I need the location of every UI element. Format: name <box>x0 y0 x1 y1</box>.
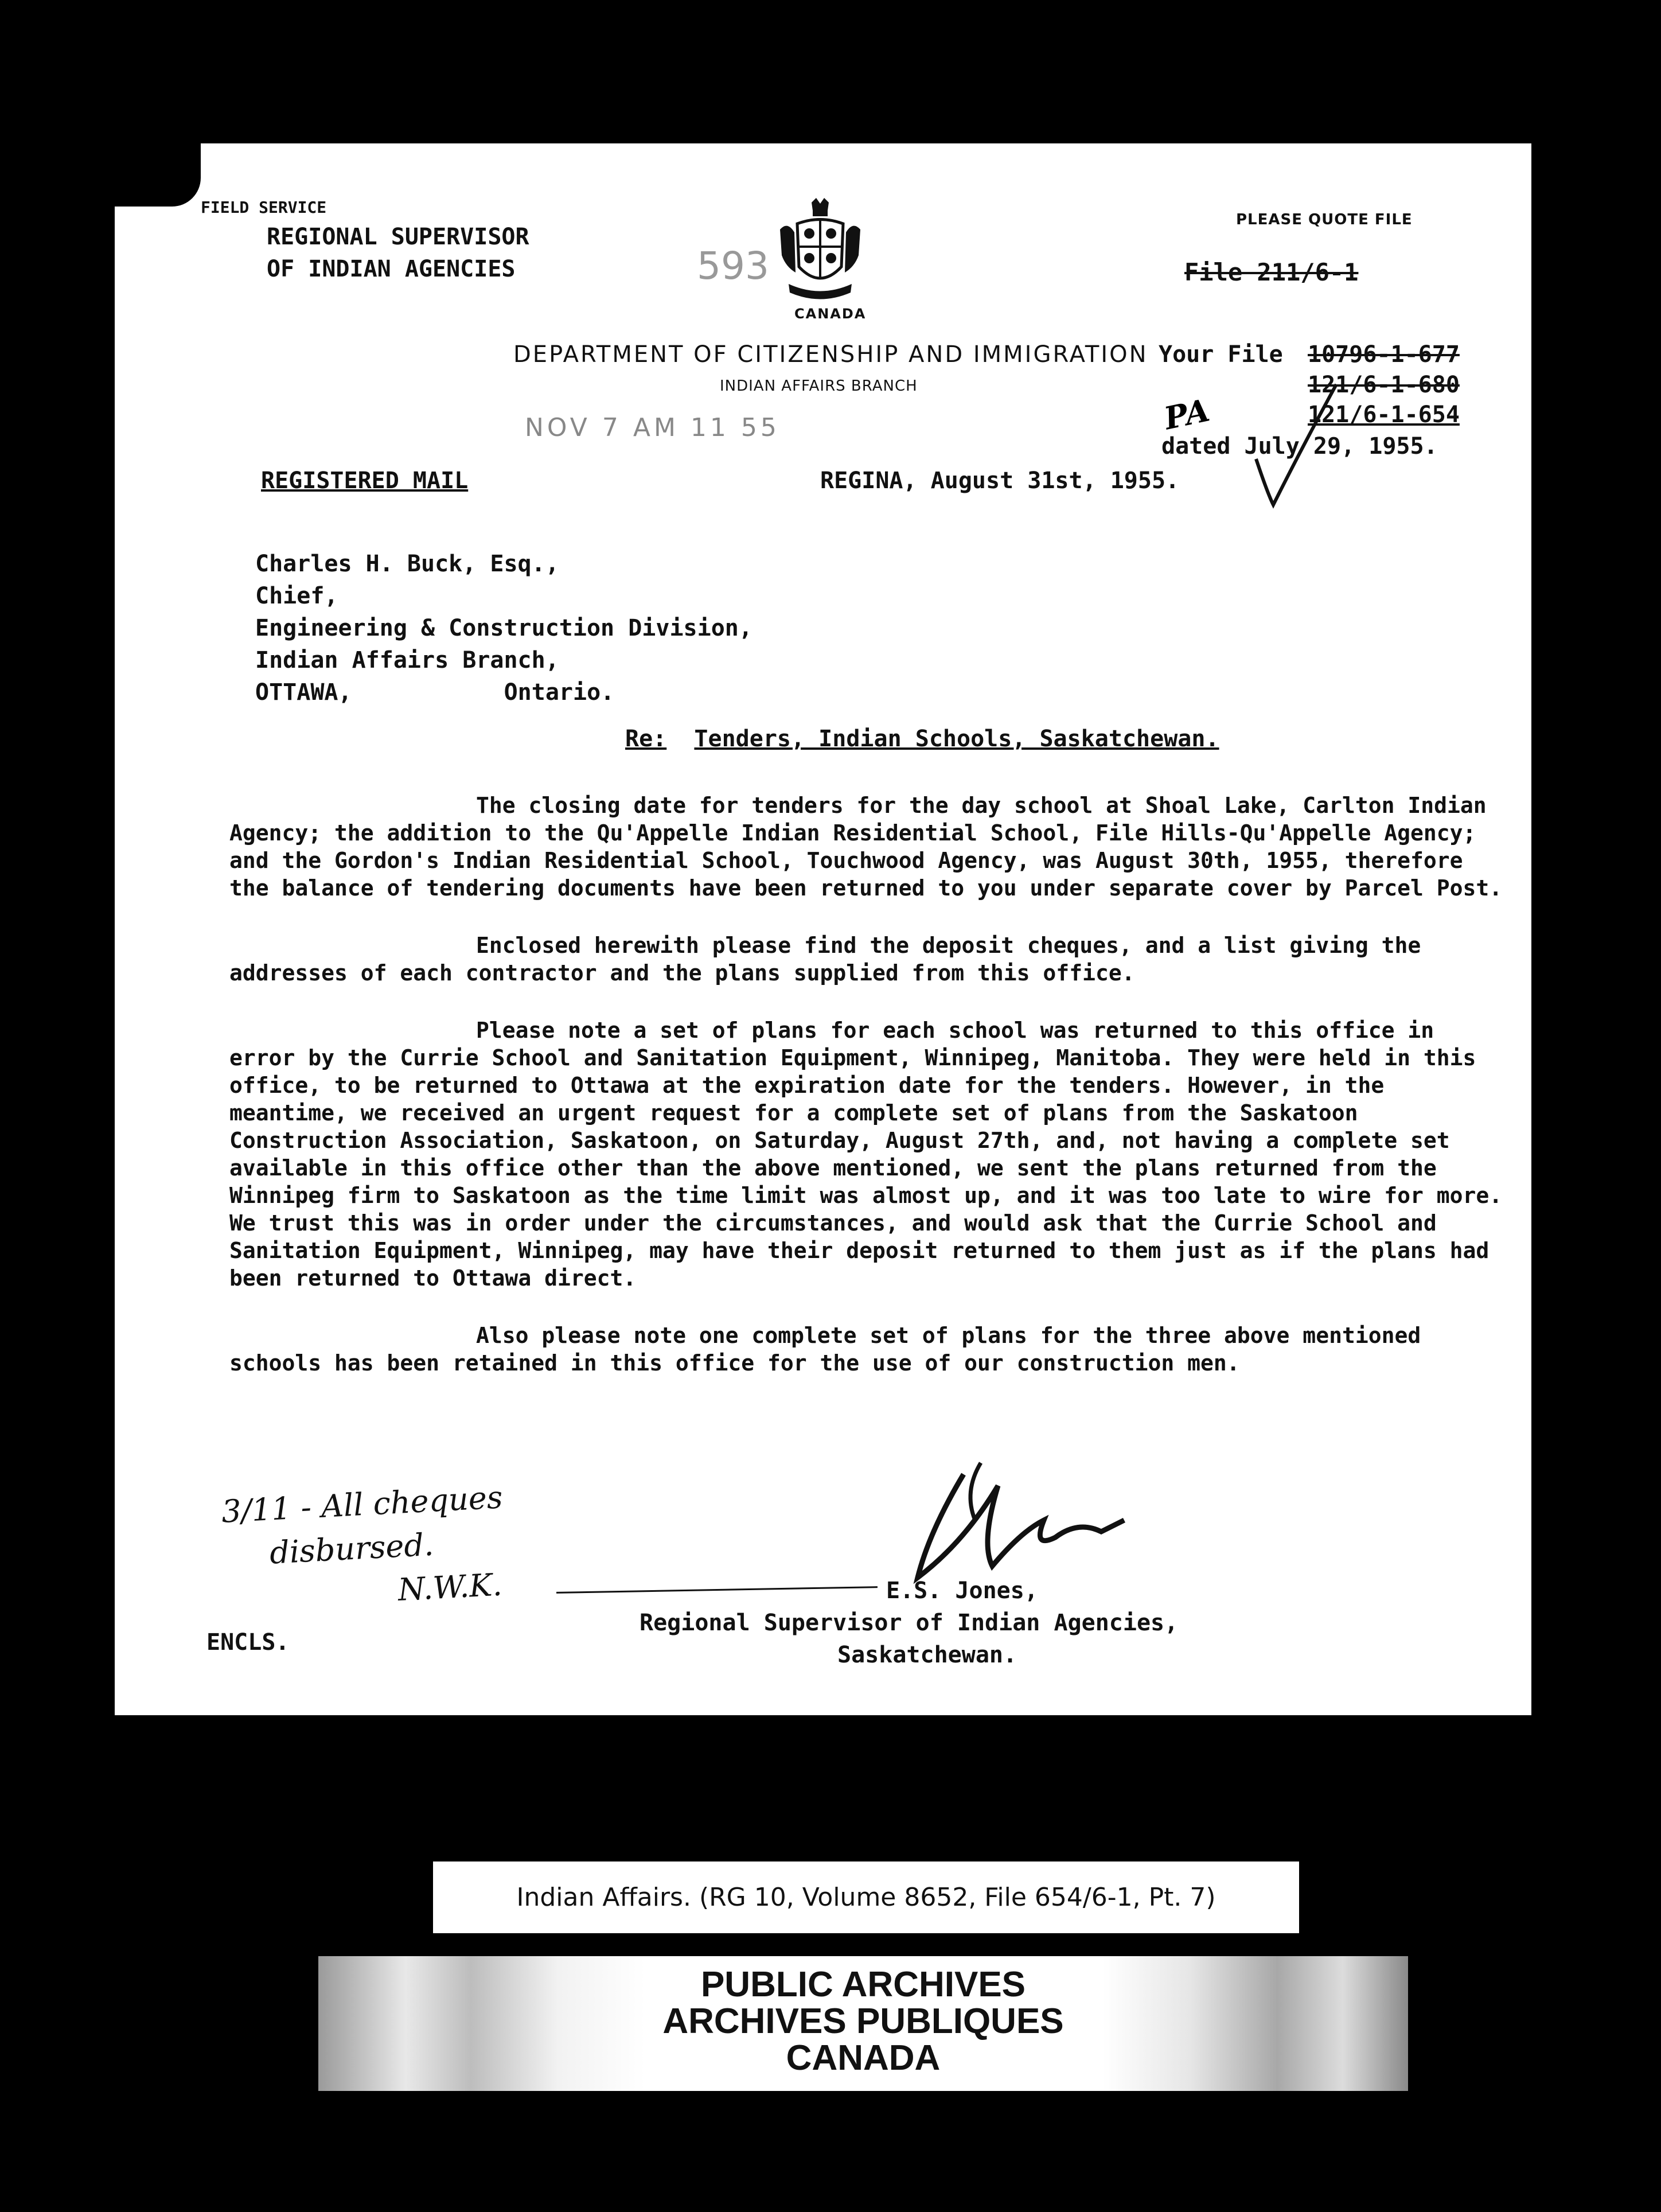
address-line-1: Charles H. Buck, Esq., <box>255 551 559 577</box>
recipient-address <box>255 548 752 708</box>
archive-reference-text: Indian Affairs. (RG 10, Volume 8652, File 654/6-1, Pt. 7) <box>516 1883 1216 1912</box>
file-number: File 211/6-1 <box>1184 258 1359 286</box>
address-line-4: Indian Affairs Branch, <box>255 647 559 673</box>
signatory-province: Saskatchewan. <box>837 1642 1017 1668</box>
body-paragraph-2: Enclosed herewith please find the deposit cheques, and a list giving the addresses of each contractor and the plans supplied from this office. <box>229 933 1421 986</box>
handwritten-note-line-1: 3/11 - All cheques <box>220 1479 504 1530</box>
address-line-3: Engineering & Construction Division, <box>255 615 752 641</box>
your-file-label: Your File <box>1159 341 1283 368</box>
subject-line <box>625 726 1219 752</box>
archive-reference-label <box>433 1861 1299 1933</box>
signatory-name: E.S. Jones, <box>886 1578 1038 1604</box>
department-name: DEPARTMENT OF CITIZENSHIP AND IMMIGRATION <box>513 341 1148 368</box>
enclosures-label: ENCLS. <box>206 1629 290 1656</box>
received-stamp: NOV 7 AM 11 55 <box>525 413 780 442</box>
handwritten-note-line-2: disbursed. <box>268 1526 435 1571</box>
archive-line-3: CANADA <box>786 2038 941 2078</box>
branch-name: INDIAN AFFAIRS BRANCH <box>720 377 918 395</box>
sender-line-1: REGIONAL SUPERVISOR <box>267 224 529 250</box>
sender-office <box>267 221 529 285</box>
corner-tape-mark <box>115 143 201 207</box>
handwritten-pa: PA <box>1161 391 1213 437</box>
body-paragraph-4: Also please note one complete set of plans for the three above mentioned schools has been retained in this office for the use of our construction men. <box>229 1323 1421 1376</box>
address-line-5 <box>255 676 752 708</box>
archive-line-1: PUBLIC ARCHIVES <box>700 1965 1026 2004</box>
canada-crest-icon <box>777 198 863 307</box>
handwritten-note-initials: N.W.K. <box>397 1566 503 1608</box>
handwritten-note <box>220 1475 508 1621</box>
letter-sheet <box>115 143 1531 1715</box>
please-quote-file-label: PLEASE QUOTE FILE <box>1236 211 1413 228</box>
registered-mail: REGISTERED MAIL <box>261 468 469 494</box>
body-paragraph-3: Please note a set of plans for each school was returned to this office in error by the Currie School and Sanitation Equipment, Winnipeg, Manitoba. They were held in this office, to be returned to Ottawa at the expiration date for the tenders. However, in the meantime, we received an urgent request for a complete set of plans from the Saskatoon Construction Association, Saskatoon, on Saturday, August 27th, and, not having a complete set available in this office other than the above mentioned, we sent the plans returned from the Winnipeg firm to Saskatoon as the time limit was almost up, and it was too late to wire for more. We trust this was in order under the circumstances, and would ask that the Currie School and Sanitation Equipment, Winnipeg, may have their deposit returned to them just as if the plans had been returned to Ottawa direct. <box>229 1018 1503 1291</box>
your-file-date: dated July 29, 1955. <box>1161 433 1438 459</box>
subject-prefix: Re: <box>625 726 667 752</box>
field-service-label: FIELD SERVICE <box>201 198 327 217</box>
archive-line-2: ARCHIVES PUBLIQUES <box>662 2001 1064 2041</box>
subject-text: Tenders, Indian Schools, Saskatchewan. <box>694 726 1219 752</box>
letter-body <box>229 792 1508 1407</box>
signatory-title: Regional Supervisor of Indian Agencies, <box>640 1610 1179 1636</box>
signature-block <box>640 1575 1178 1671</box>
your-file-struck-2: 121/6-1-680 <box>1308 372 1460 398</box>
body-paragraph-1: The closing date for tenders for the day school at Shoal Lake, Carlton Indian Agency; the addition to the Qu'Appelle Indian Residential School, File Hills-Qu'Appelle Agency; and the Gordon's Indian Residential School, Touchwood Agency, was August 30th, 1955, therefore the balance of tendering documents have been returned to you under separate cover by Parcel Post. <box>229 793 1503 901</box>
crest-label: CANADA <box>794 306 867 322</box>
your-file-current: 121/6-1-654 <box>1308 402 1460 428</box>
archive-stamp-text <box>318 1966 1408 2077</box>
sender-line-2: OF INDIAN AGENCIES <box>267 256 516 282</box>
address-city: OTTAWA, <box>255 679 352 706</box>
stamp-number: 593 <box>697 244 769 288</box>
address-line-2: Chief, <box>255 583 338 609</box>
handwritten-check-icon <box>1250 379 1342 511</box>
place-date: REGINA, August 31st, 1955. <box>820 468 1180 494</box>
archive-stamp-strip <box>318 1956 1408 2091</box>
your-file-struck-1: 10796-1-677 <box>1308 341 1460 368</box>
address-province: Ontario. <box>504 679 615 706</box>
